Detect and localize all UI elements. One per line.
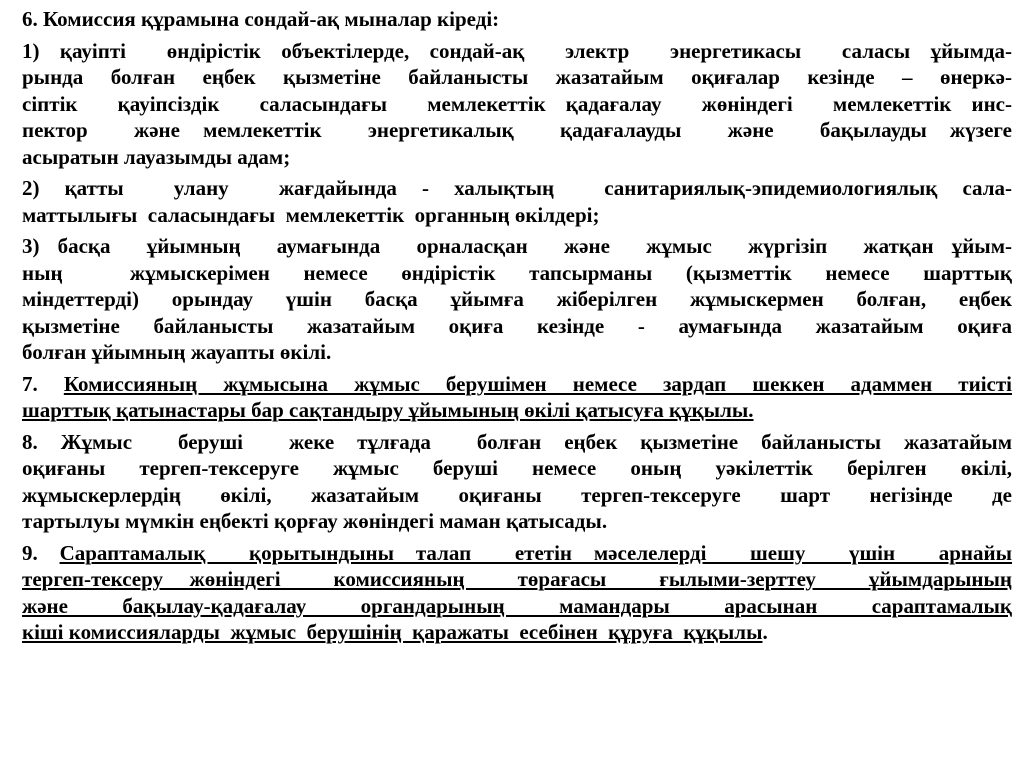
paragraph-line: маттылығы саласындағы мемлекеттік органның өкілдері; bbox=[22, 202, 600, 227]
paragraph-number: 9. bbox=[22, 540, 60, 565]
paragraph-line: 2) қатты улану жағдайында - халықтың санитариялық-эпидемиологиялық сала- bbox=[22, 176, 1012, 200]
paragraph-line bbox=[22, 619, 1012, 646]
paragraph-line: болған ұйымның жауапты өкілі. bbox=[22, 340, 332, 364]
paragraph-9 bbox=[22, 540, 1012, 646]
paragraph-number: 7. bbox=[22, 371, 64, 396]
paragraph-line bbox=[22, 593, 1012, 620]
paragraph-line: пектор және мемлекеттік энергетикалық қадағалауды және бақылауды жүзеге bbox=[22, 118, 1012, 142]
paragraph-line: міндеттерді) орындау үшін басқа ұйымға жіберілген жұмыскермен болған, еңбек bbox=[22, 287, 1012, 311]
paragraph-line bbox=[22, 566, 1012, 593]
underlined-text: және бақылау-қадағалау органдарының мамандары арасынан сараптамалық bbox=[22, 593, 1012, 618]
paragraph-line: оқиғаны тергеп-тексеруге жұмыс беруші немесе оның уәкілеттік берілген өкілі, bbox=[22, 456, 1012, 480]
underlined-text: кіші комиссияларды жұмыс берушінің қаражаты есебінен құруға құқылы bbox=[22, 620, 763, 644]
underlined-text: Сараптамалық қорытындыны талап ететін мәселелерді шешу үшін арнайы bbox=[59, 540, 1013, 565]
paragraph-end-period: . bbox=[762, 620, 768, 644]
underlined-text: шарттық қатынастары бар сақтандыру ұйымының өкілі қатысуға құқылы. bbox=[22, 398, 754, 422]
paragraph-8 bbox=[22, 429, 1012, 535]
paragraph-line-with-number bbox=[22, 371, 1012, 398]
paragraph-line: асыратын лауазымды адам; bbox=[22, 144, 291, 169]
paragraph-line: 3) басқа ұйымның аумағында орналасқан және жұмыс жүргізіп жатқан ұйым- bbox=[22, 234, 1012, 258]
list-item-3 bbox=[22, 233, 1012, 366]
paragraph-7 bbox=[22, 371, 1012, 424]
paragraph-line-with-number bbox=[22, 540, 1012, 567]
paragraph-line: тартылуы мүмкін еңбекті қорғау жөніндегі маман қатысады. bbox=[22, 509, 608, 533]
paragraph-line: рында болған еңбек қызметіне байланысты жазатайым оқиғалар кезінде – өнеркə- bbox=[22, 65, 1012, 89]
underlined-text: тергеп-тексеру жөніндегі комиссияның төрағасы ғылыми-зерттеу ұйымдарының bbox=[22, 567, 1012, 591]
paragraph-line: 8. Жұмыс беруші жеке тұлғада болған еңбек қызметіне байланысты жазатайым bbox=[22, 429, 1012, 454]
paragraph-line: сіптік қауіпсіздік саласындағы мемлекеттік қадағалау жөніндегі мемлекеттік инс- bbox=[22, 91, 1012, 116]
list-item-2 bbox=[22, 175, 1012, 228]
paragraph-line: жұмыскерлердің өкілі, жазатайым оқиғаны тергеп-тексеруге шарт негізінде де bbox=[22, 482, 1012, 507]
paragraph-line: 6. Комиссия құрамына сондай-ақ мыналар кіреді: bbox=[22, 7, 500, 31]
underlined-text: Комиссияның жұмысына жұмыс берушімен немесе зардап шеккен адаммен тиісті bbox=[63, 371, 1012, 396]
paragraph-line: ның жұмыскерімен немесе өндірістік тапсырманы (қызметтік немесе шарттық bbox=[22, 260, 1012, 285]
paragraph-6 bbox=[22, 6, 1012, 33]
document-page bbox=[22, 6, 1012, 651]
paragraph-line: қызметіне байланысты жазатайым оқиға кезінде - аумағында жазатайым оқиға bbox=[22, 313, 1012, 338]
paragraph-line bbox=[22, 397, 1012, 424]
list-item-1 bbox=[22, 38, 1012, 171]
paragraph-line: 1) қауіпті өндірістік объектілерде, сондай-ақ электр энергетикасы саласы ұйымда- bbox=[22, 38, 1012, 63]
